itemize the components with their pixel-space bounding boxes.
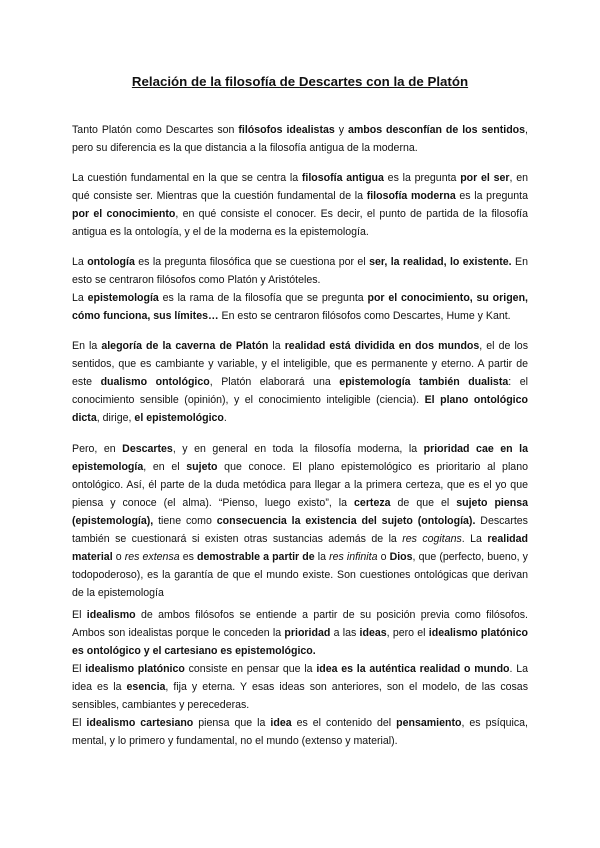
- paragraph-descartes: [72, 440, 528, 602]
- cartesian-idealism: El idealismo cartesiano piensa que la idea es el contenido del pensamiento, es psíquica, mental, y lo primero y fundamental, no el mundo (extenso y material).: [72, 717, 528, 747]
- paragraph-idealism: [72, 606, 528, 750]
- paragraph-definitions: [72, 253, 528, 325]
- paragraph-text: La cuestión fundamental en la que se centra la filosofía antigua es la pregunta por el ser, en qué consiste ser. Mientras que la cuestión fundamental de la filosofía moderna es la pregunta por el conocimiento, en qué consiste el conocer. Es decir, el punto de partida de la filosofía antigua es la ontología, y el de la moderna es la epistemología.: [72, 172, 529, 238]
- paragraph-plato: [72, 337, 528, 427]
- ontology-definition: La ontología es la pregunta filosófica que se cuestiona por el ser, la realidad, lo existente. En esto se centraron filósofos como Platón y Aristóteles.: [72, 256, 528, 286]
- idealism-intro: El idealismo de ambos filósofos se entiende a partir de su posición previa como filósofos. Ambos son idealistas porque le conceden la prioridad a las ideas, pero el idealismo platónico es ontológico y el cartesiano es epistemológico.: [72, 609, 528, 657]
- paragraph-question: [72, 169, 528, 241]
- paragraph-text: En la alegoría de la caverna de Platón la realidad está dividida en dos mundos, el de los sentidos, que es cambiante y variable, y el inteligible, que es permanente y eterno. A partir de este dualismo ontológico, Platón elaborará una epistemología también dualista: el conocimiento sensible (opinión), y el conocimiento inteligible (ciencia). El plano ontológico dicta, dirige, el epistemológico.: [72, 340, 528, 424]
- paragraph-intro: [72, 121, 528, 157]
- document-title: Relación de la filosofía de Descartes con la de Platón: [131, 74, 469, 89]
- platonic-idealism: El idealismo platónico consiste en pensar que la idea es la auténtica realidad o mundo. La idea es la esencia, fija y eterna. Y esas ideas son anteriores, son el modelo, de las cosas sensibles, cambiantes y perecederas.: [72, 663, 528, 711]
- epistemology-definition: La epistemología es la rama de la filosofía que se pregunta por el conocimiento, su origen, cómo funciona, sus límites… En esto se centraron filósofos como Descartes, Hume y Kant.: [72, 292, 528, 322]
- paragraph-text: Pero, en Descartes, y en general en toda la filosofía moderna, la prioridad cae en la epistemología, en el sujeto que conoce. El plano epistemológico es prioritario al plano ontológico. Así, él parte de la duda metódica para llegar a la primera certeza, que es el yo que piensa y conoce (el alma). “Pienso, luego existo”, la certeza de que el sujeto piensa (epistemología), tiene como consecuencia la existencia del sujeto (ontología). Descartes también se cuestionará si existen otras sustancias además de la res cogitans. La realidad material o res extensa es demostrable a partir de la res infinita o Dios, que (perfecto, bueno, y todopoderoso), es la garantía de que el mundo existe. Son cuestiones ontológicas que derivan de la epistemología: [72, 443, 529, 599]
- paragraph-text: Tanto Platón como Descartes son filósofos idealistas y ambos desconfían de los sentidos, pero su diferencia es la que distancia a la filosofía antigua de la moderna.: [72, 124, 528, 154]
